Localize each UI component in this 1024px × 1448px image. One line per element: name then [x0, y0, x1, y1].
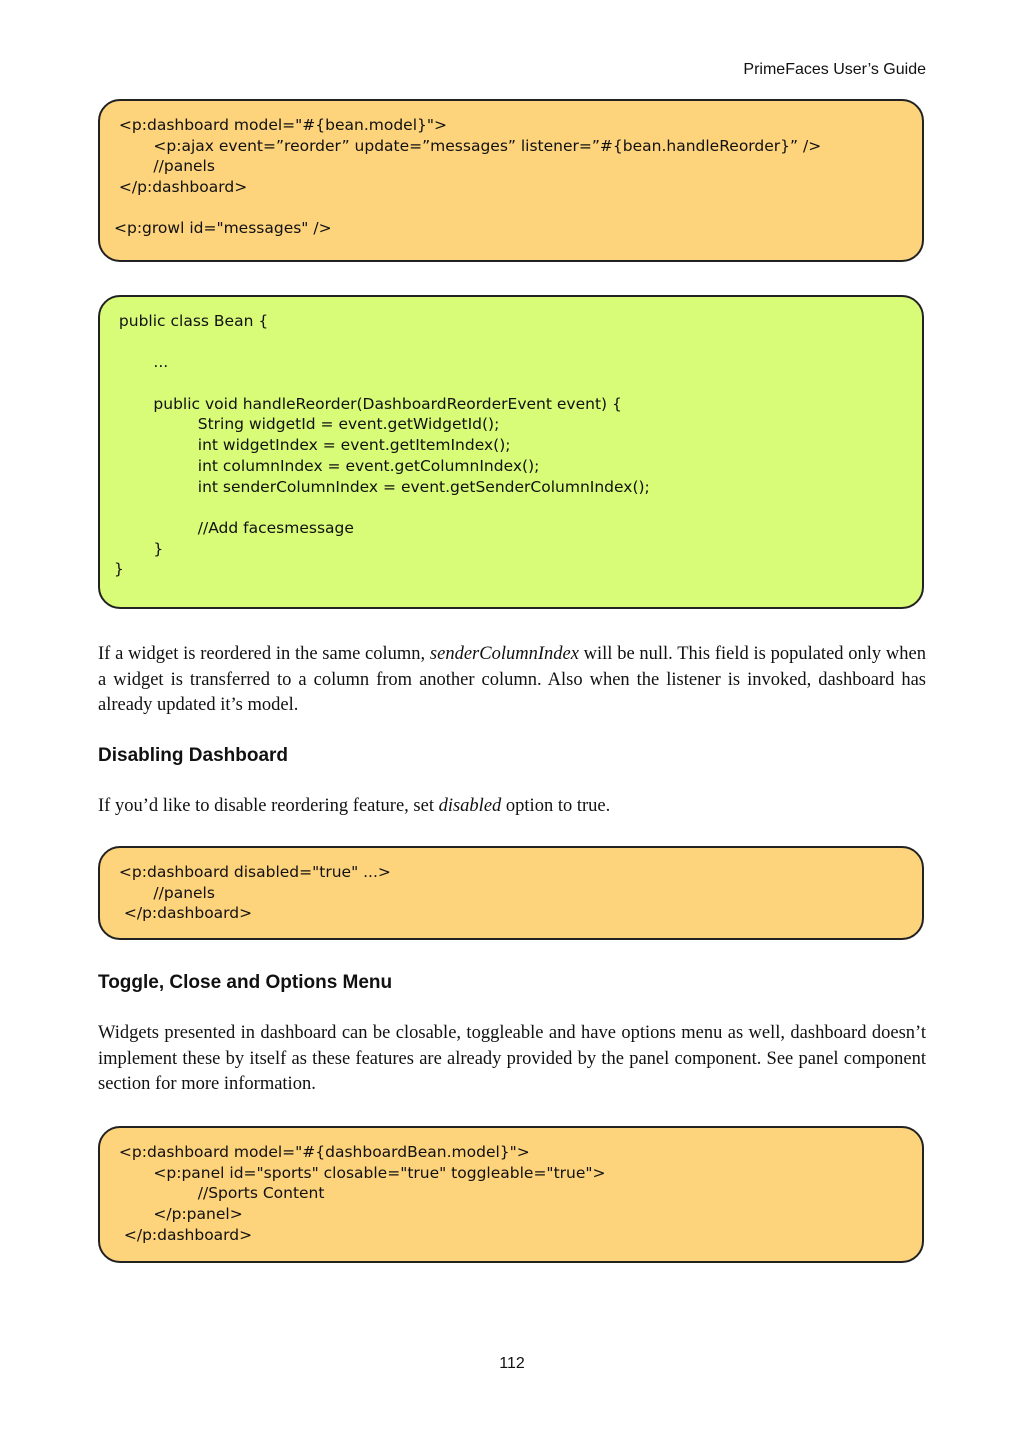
code-line: ...: [114, 353, 169, 372]
paragraph: [98, 794, 926, 820]
code-line: String widgetId = event.getWidgetId();: [114, 415, 500, 434]
code-line: int columnIndex = event.getColumnIndex();: [114, 456, 540, 475]
code-line: [114, 332, 902, 353]
section-heading: Toggle, Close and Options Menu: [98, 972, 393, 993]
code-line: <p:panel id="sports" closable="true" toggleable="true">: [114, 1163, 606, 1182]
code-block: [98, 846, 924, 940]
paragraph-text: If you’d like to disable reordering feature, set: [98, 796, 439, 816]
code-line: //panels: [114, 157, 215, 176]
paragraph-text: If a widget is reordered in the same column,: [98, 644, 430, 664]
code-line: public void handleReorder(DashboardReorderEvent event) {: [114, 394, 622, 413]
code-line: </p:panel>: [114, 1205, 243, 1224]
code-line: </p:dashboard>: [114, 904, 253, 923]
code-block: [98, 99, 924, 262]
code-block: [98, 1126, 924, 1263]
code-line: <p:dashboard disabled="true" ...>: [114, 863, 391, 881]
section-heading: Disabling Dashboard: [98, 745, 289, 766]
emphasis-text: senderColumnIndex: [429, 644, 579, 664]
code-line: [114, 497, 902, 518]
code-line: int senderColumnIndex = event.getSenderColumnIndex();: [114, 477, 650, 496]
paragraph: [98, 642, 926, 719]
code-line: }: [114, 539, 164, 558]
paragraph-text: will be null. This field is populated only when a widget is transferred to a column from another column. Also when the listener is invoked, dashboard has already updated it’s model.: [98, 644, 926, 715]
paragraph-text: option to true.: [501, 796, 611, 816]
code-block: [98, 295, 924, 609]
page-number: 112: [499, 1355, 525, 1372]
code-line: <p:dashboard model="#{bean.model}">: [114, 116, 447, 134]
code-line: </p:dashboard>: [114, 178, 248, 197]
code-line: public class Bean {: [114, 312, 269, 330]
code-line: //Add facesmessage: [114, 518, 354, 537]
code-line: <p:ajax event=”reorder” update=”messages” listener=”#{bean.handleReorder}” />: [114, 136, 822, 155]
code-line: }: [114, 560, 124, 579]
code-line: [114, 373, 902, 394]
paragraph: Widgets presented in dashboard can be closable, toggleable and have options menu as well, dashboard doesn’t implement these by itself as these features are already provided by the panel component. See panel component section for more information.: [98, 1023, 926, 1094]
code-line: int widgetIndex = event.getItemIndex();: [114, 436, 511, 455]
code-line: [114, 198, 902, 219]
code-line: //panels: [114, 883, 215, 902]
code-line: <p:dashboard model="#{dashboardBean.model}">: [114, 1143, 530, 1161]
code-line: </p:dashboard>: [114, 1225, 253, 1244]
emphasis-text: disabled: [438, 796, 502, 816]
code-line: <p:growl id="messages" />: [114, 219, 332, 238]
page-header: PrimeFaces User’s Guide: [743, 61, 926, 78]
code-line: //Sports Content: [114, 1184, 325, 1203]
